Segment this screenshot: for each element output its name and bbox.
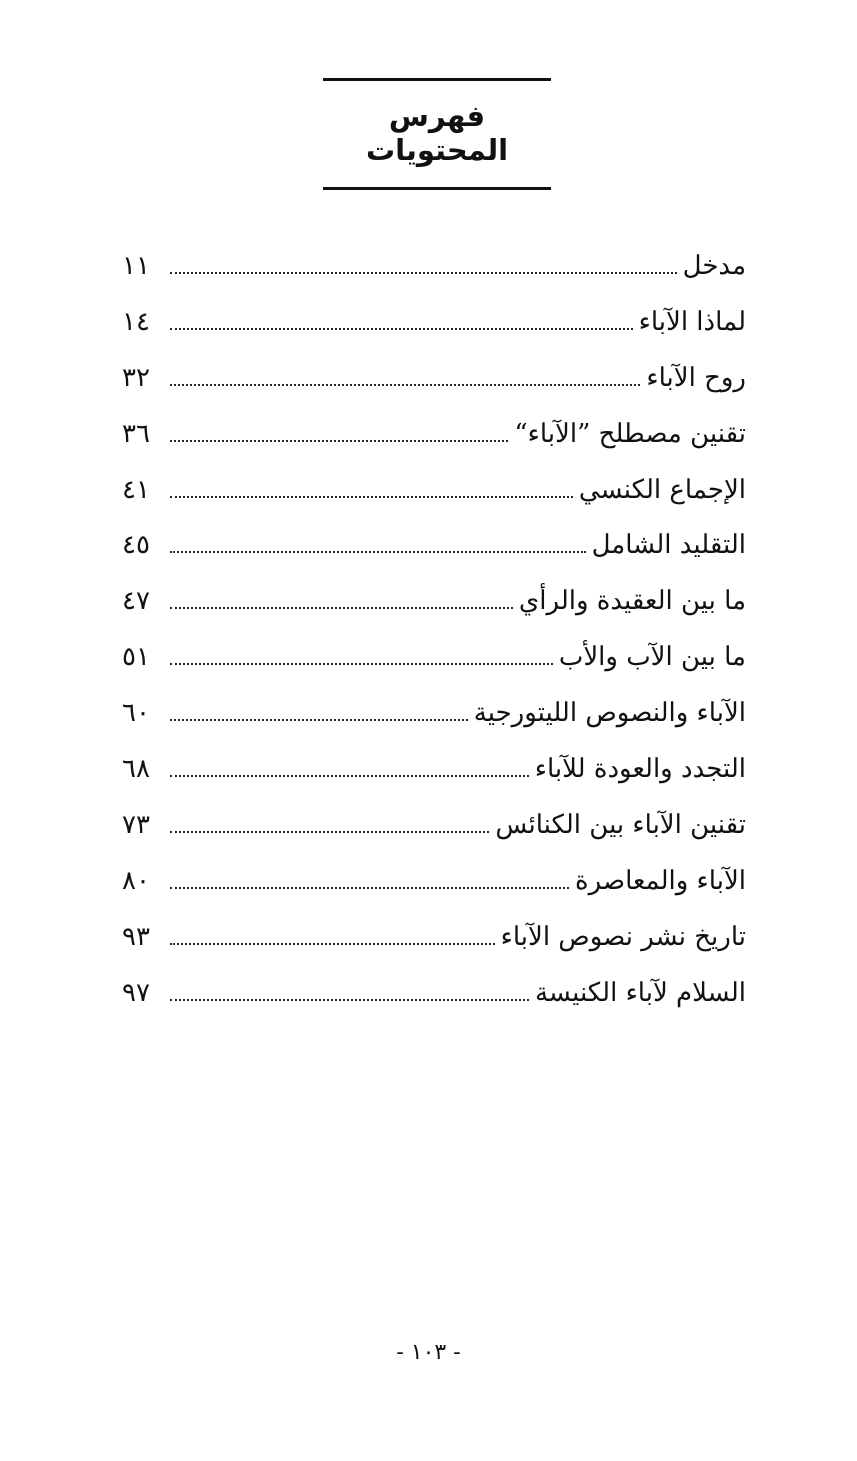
toc-entry[interactable] xyxy=(122,246,746,302)
toc-entry-title: تاريخ نشر نصوص الآباء xyxy=(500,921,746,952)
toc-entry-title: ما بين العقيدة والرأي xyxy=(518,586,746,617)
toc-entry[interactable] xyxy=(122,861,746,917)
toc-entry-page: ٦٠ xyxy=(122,698,150,729)
toc-entry-title: ما بين الآب والأب xyxy=(558,642,746,673)
bottom-rule xyxy=(323,187,551,190)
toc-entry-page: ٣٦ xyxy=(122,418,150,449)
toc-entry-page: ٥١ xyxy=(122,642,150,673)
toc-entry[interactable] xyxy=(122,414,746,470)
toc-entry[interactable] xyxy=(122,973,746,1029)
toc-entry-page: ٤٧ xyxy=(122,586,150,617)
toc-entry[interactable] xyxy=(122,693,746,749)
dot-leader xyxy=(170,384,640,386)
toc-entry-title: لماذا الآباء xyxy=(638,306,746,337)
toc-heading xyxy=(323,78,551,190)
toc-entry[interactable] xyxy=(122,358,746,414)
toc-entry-page: ٩٧ xyxy=(122,977,150,1008)
dot-leader xyxy=(170,551,586,553)
dot-leader xyxy=(170,607,513,609)
dot-leader xyxy=(170,775,529,777)
toc-entry-page: ٤١ xyxy=(122,474,150,505)
dot-leader xyxy=(170,999,529,1001)
toc-entry-page: ٤٥ xyxy=(122,530,150,561)
toc-entry[interactable] xyxy=(122,637,746,693)
toc-entry[interactable] xyxy=(122,805,746,861)
toc-entry-page: ٩٣ xyxy=(122,921,150,952)
dot-leader xyxy=(170,831,489,833)
toc-entry[interactable] xyxy=(122,302,746,358)
toc-entry-title: الآباء والنصوص الليتورجية xyxy=(473,698,746,729)
page-title: فهرس المحتويات xyxy=(365,99,509,167)
dot-leader xyxy=(170,440,508,442)
toc-entry[interactable] xyxy=(122,581,746,637)
dot-leader xyxy=(170,943,495,945)
toc-entry-title: السلام لآباء الكنيسة xyxy=(534,977,746,1008)
dot-leader xyxy=(170,272,677,274)
toc-entry[interactable] xyxy=(122,749,746,805)
toc-entry-title: تقنين الآباء بين الكنائس xyxy=(495,809,746,840)
toc-entry-page: ١٤ xyxy=(122,306,150,337)
toc-entry-page: ٦٨ xyxy=(122,754,150,785)
toc-entry-title: التجدد والعودة للآباء xyxy=(534,754,746,785)
toc-entry-title: تقنين مصطلح ”الآباء“ xyxy=(514,418,746,449)
dot-leader xyxy=(170,663,553,665)
table-of-contents xyxy=(122,246,746,1028)
toc-entry-title: التقليد الشامل xyxy=(591,530,746,561)
toc-entry[interactable] xyxy=(122,525,746,581)
toc-entry-page: ١١ xyxy=(122,251,150,281)
dot-leader xyxy=(170,328,633,330)
toc-entry-title: الإجماع الكنسي xyxy=(578,474,746,505)
toc-entry[interactable] xyxy=(122,917,746,973)
toc-entry-title: مدخل xyxy=(682,251,746,281)
toc-entry-page: ٨٠ xyxy=(122,865,150,896)
dot-leader xyxy=(170,719,468,721)
toc-entry-title: روح الآباء xyxy=(646,362,746,393)
page-number: - ١٠٣ - xyxy=(396,1340,461,1365)
toc-entry-page: ٣٢ xyxy=(122,362,150,393)
dot-leader xyxy=(170,496,573,498)
toc-entry[interactable] xyxy=(122,470,746,526)
dot-leader xyxy=(170,887,569,889)
toc-entry-title: الآباء والمعاصرة xyxy=(575,865,746,896)
toc-entry-page: ٧٣ xyxy=(122,809,150,840)
